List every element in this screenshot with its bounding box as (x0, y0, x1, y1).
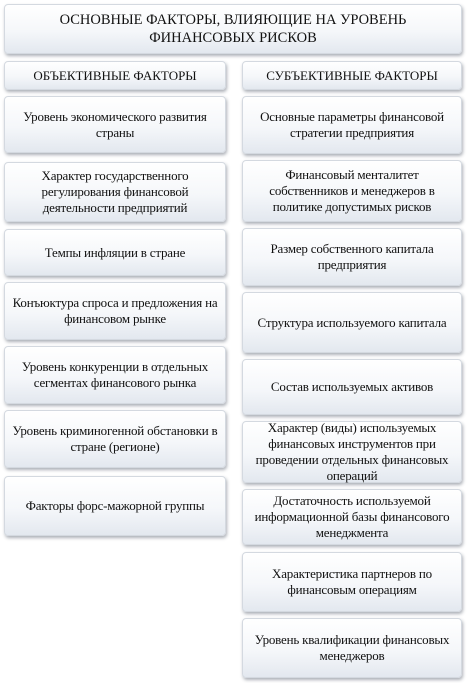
subjective-factor-text: Структура используемого капитала (257, 314, 447, 330)
diagram-title (4, 4, 462, 54)
objective-factor-box (4, 346, 226, 404)
objective-factors-header-text: ОБЪЕКТИВНЫЕ ФАКТОРЫ (33, 67, 197, 83)
subjective-factors-header (242, 61, 462, 90)
subjective-factor-text: Характеристика партнеров по финансовым операциям (272, 566, 432, 597)
subjective-factor-box (242, 228, 462, 286)
subjective-factor-box (242, 489, 462, 545)
subjective-factor-box (242, 552, 462, 612)
subjective-factors-header-text: СУБЪЕКТИВНЫЕ ФАКТОРЫ (266, 67, 438, 83)
objective-factor-box (4, 229, 226, 276)
subjective-factor-box (242, 292, 462, 353)
subjective-factor-box (242, 421, 462, 483)
objective-factors-header (4, 61, 226, 90)
objective-factor-text: Темпы инфляции в стране (44, 244, 186, 260)
objective-factor-text: Конъюктура спроса и предложения на финансовом рынке (12, 295, 218, 326)
subjective-factor-text: Финансовый менталитет собственников и менеджеров в политике допустимых рисков (269, 167, 435, 214)
objective-factor-text: Уровень криминогенной обстановки в стране (регионе) (12, 423, 218, 454)
subjective-factor-text: Состав используемых активов (270, 379, 434, 394)
subjective-factor-text: Размер собственного капитала предприятия (270, 241, 434, 272)
objective-factor-box (4, 282, 226, 340)
subjective-factor-box (242, 359, 462, 415)
subjective-factor-text: Характер (виды) используемых финансовых инструментов при проведении отдельных финансовых операций (255, 420, 449, 483)
objective-factor-text: Уровень конкуренции в отдельных сегментах финансового рынка (21, 359, 209, 390)
objective-factor-text: Характер государственного регулирования финансовой деятельности предприятий (41, 168, 189, 215)
subjective-factor-text: Основные параметры финансовой стратегии предприятия (260, 109, 444, 140)
subjective-factor-box (242, 618, 462, 678)
objective-factor-box (4, 96, 226, 153)
objective-factor-box (4, 476, 226, 536)
subjective-factor-box (242, 96, 462, 154)
objective-factor-text: Уровень экономического развития страны (23, 108, 207, 140)
objective-factor-box (4, 162, 226, 222)
diagram-title-text: ОСНОВНЫЕ ФАКТОРЫ, ВЛИЯЮЩИЕ НА УРОВЕНЬ ФИНАНСОВЫХ РИСКОВ (59, 12, 407, 46)
objective-factor-text: Факторы форс-мажорной группы (25, 498, 205, 513)
subjective-factor-text: Достаточность используемой информационной базы финансового менеджмента (254, 493, 450, 540)
subjective-factor-box (242, 160, 462, 222)
subjective-factor-text: Уровень квалификации финансовых менеджеров (254, 632, 450, 663)
objective-factor-box (4, 410, 226, 468)
